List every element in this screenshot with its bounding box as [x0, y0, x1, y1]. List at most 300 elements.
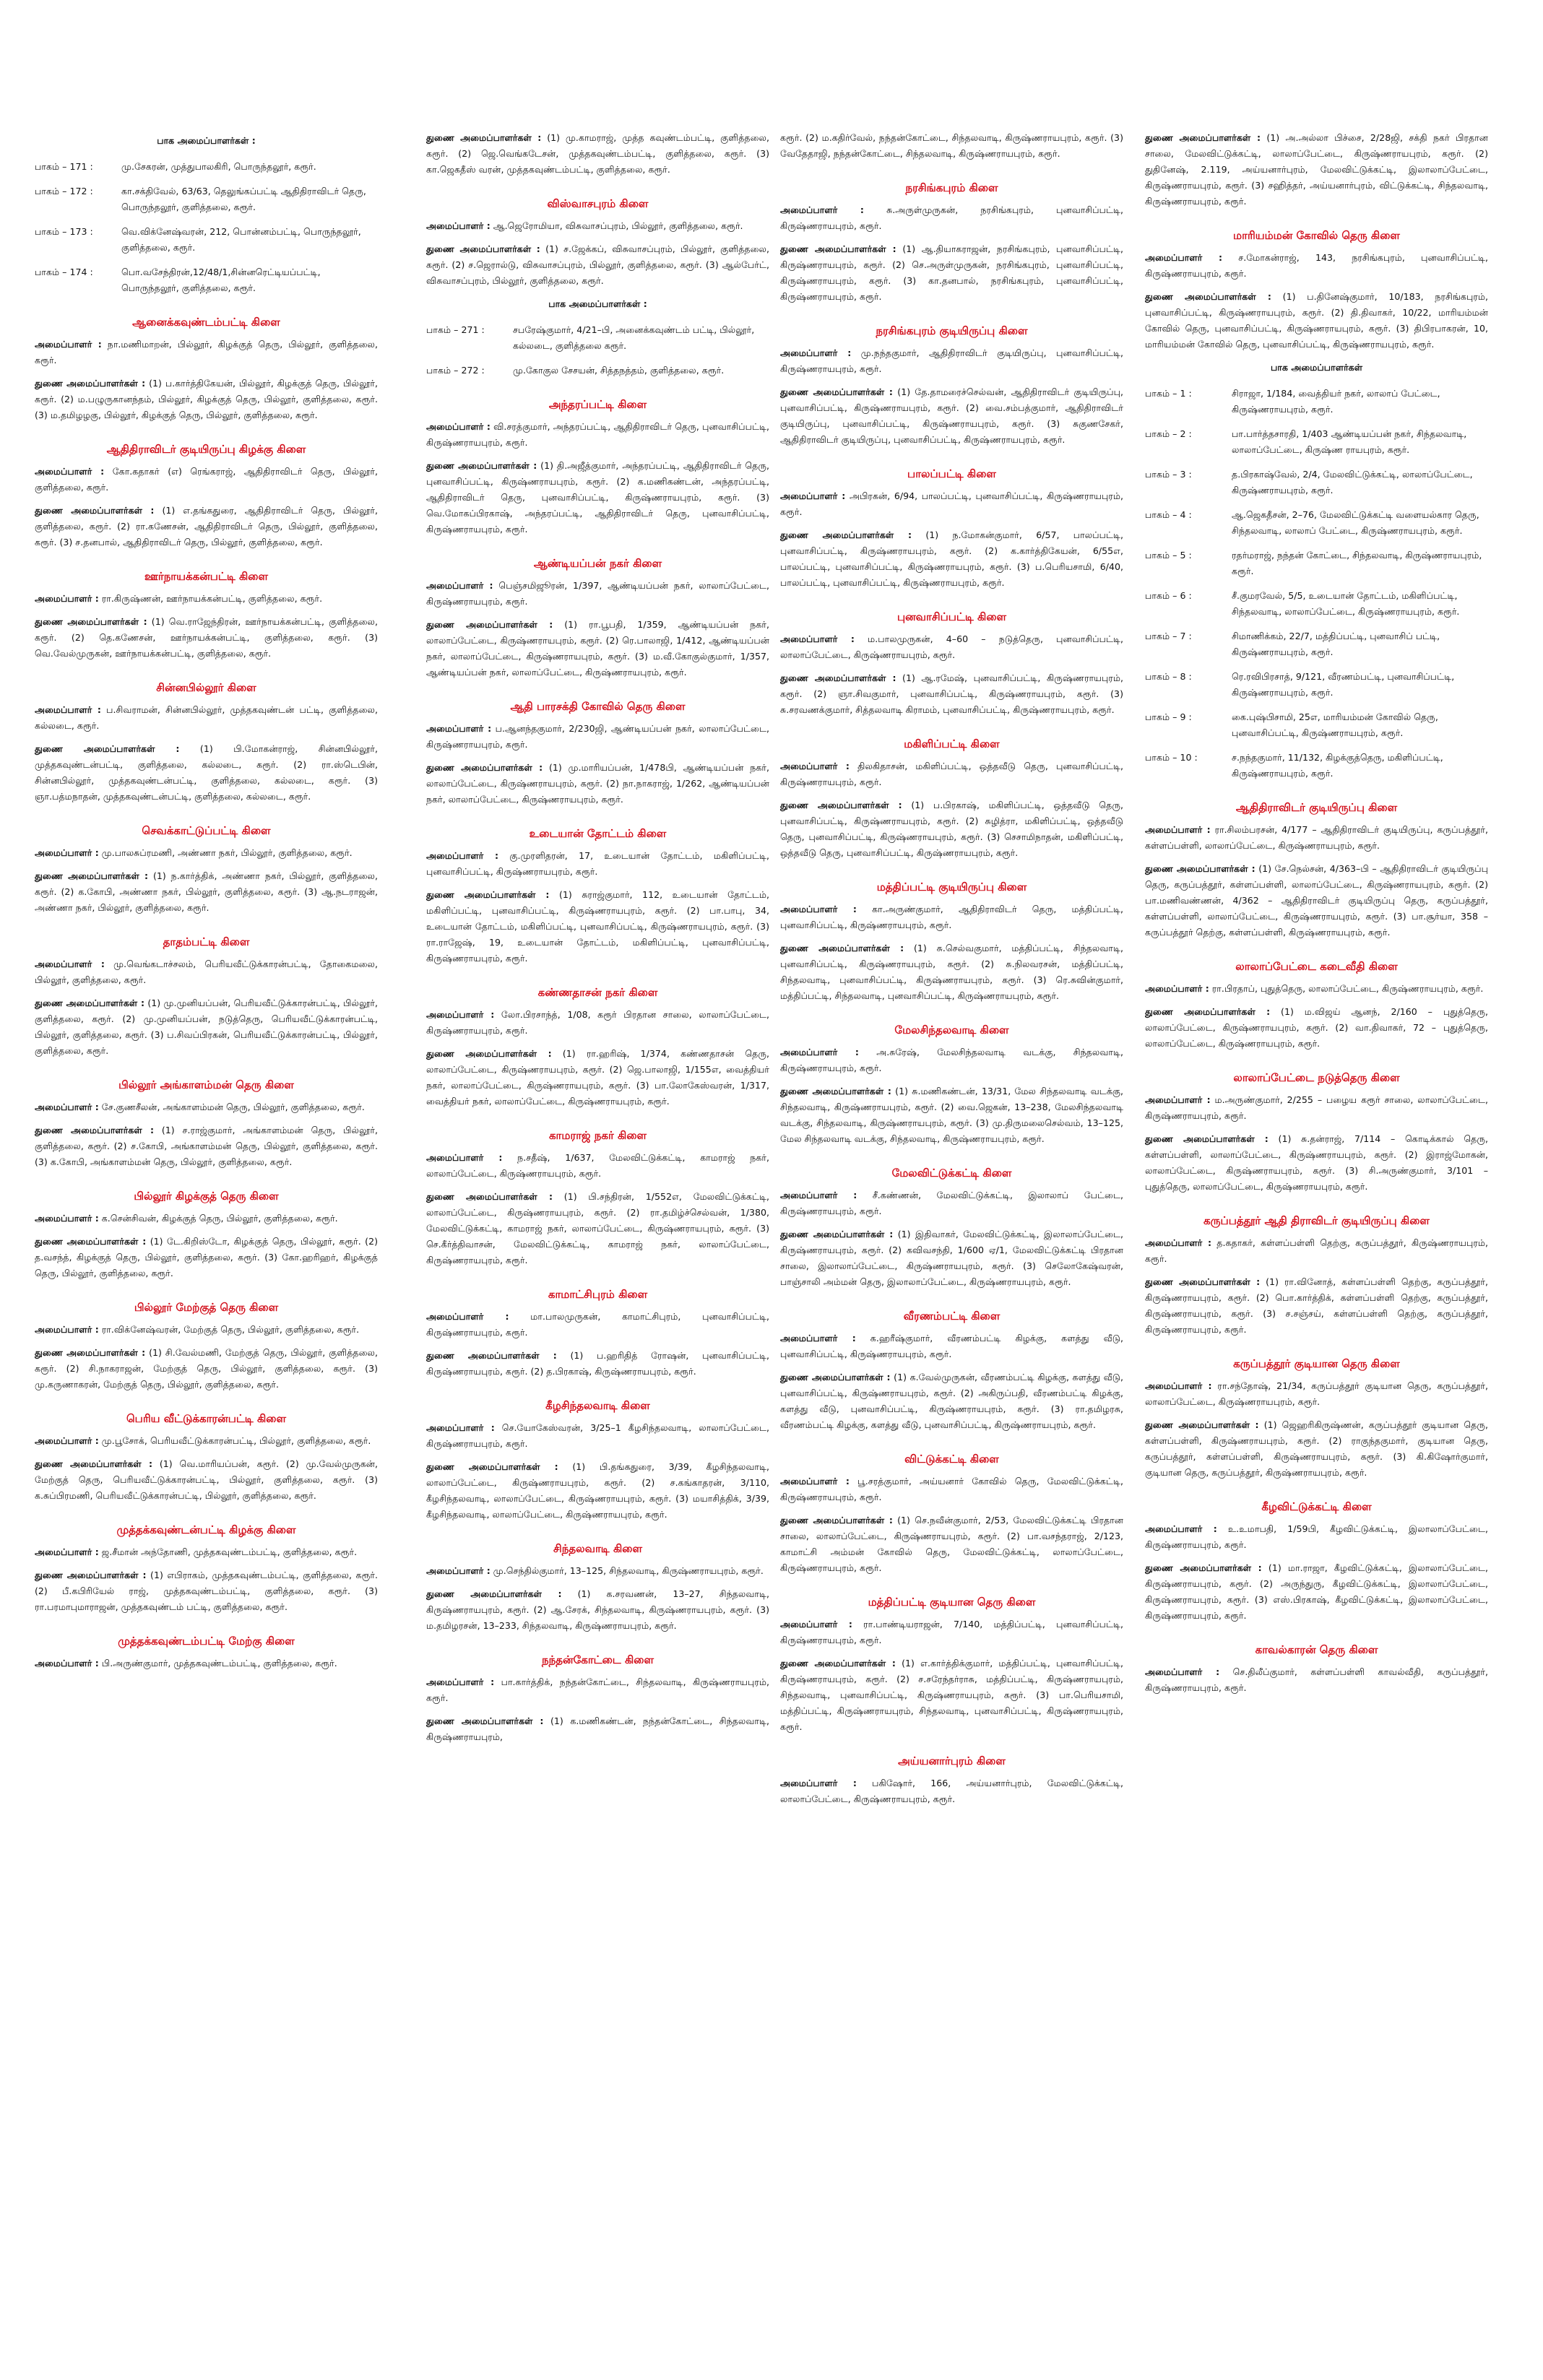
continued-entry [1145, 130, 1488, 209]
branch-heading: ஊர்நாயக்கன்பட்டி கிளை [144, 570, 269, 583]
organizer-text: ரா.விக்னேஷ்வரன், மேற்குத் தெரு, பில்லூர், குளித்தலை, கரூர். [101, 1324, 360, 1335]
organizer-label: அமைப்பாளர் : [35, 1546, 99, 1557]
deputy-organizers [35, 1345, 378, 1393]
organizer-label: அமைப்பாளர் : [426, 723, 492, 734]
organizer-text: கோ.கதாகர் (எ) ரெங்கராஜ், ஆதிதிராவிடர் தெரு, பில்லூர், குளித்தலை, கரூர். [35, 466, 378, 493]
organizer [35, 1656, 378, 1671]
organizer-text: அ.சுரேஷ், மேலசிந்தலவாடி வடக்கு, சிந்தலவாடி, கிருஷ்ணராயபுரம், கரூர். [780, 1047, 1123, 1073]
deputy-organizers [426, 887, 769, 966]
organizer-text: ப.சிவராமன், சின்னபில்லூர், முத்தகவுண்டன் பட்டி, குளித்தலை, கல்லடை, கரூர். [35, 704, 378, 731]
booth-organizer: சிராஜா, 1/184, வைத்தியர் நகர், லாலாப் பேட்டை, கிருஷ்ணராயபுரம், கரூர். [1232, 388, 1440, 415]
organizer-label: அமைப்பாளர் : [780, 347, 852, 358]
deputy-organizers [1145, 1560, 1488, 1624]
organizer-label: அமைப்பாளர் : [780, 904, 857, 914]
organizer [426, 1563, 769, 1579]
deputy-organizers [780, 527, 1123, 591]
organizer-label: அமைப்பாளர் : [426, 220, 490, 231]
organizer-label: அமைப்பாளர் : [426, 1676, 495, 1687]
organizer [780, 1044, 1123, 1076]
deputy-organizers [426, 1189, 769, 1268]
deputy-organizers-text: (1) தி.அஜீத்குமார், அந்தரப்பட்டி, ஆதிதிராவிடர் தெரு, புனவாசிப்பட்டி, கிருஷ்ணராயபுரம், கரூர். (2) க.மணிகண்டன், அந்தரப்பட்டி, ஆதிதிராவிடர் தெரு, புனவாசிப்பட்டி, கிருஷ்ணராயபுரம், கரூர். (3) வெ.மோகப்பிரகாஷ், அந்தரப்பட்டி, ஆதிதிராவிடர் தெரு, புனவாசிப்பட்டி, கிருஷ்ணராயபுரம், கரூர். [426, 460, 769, 535]
organizer [35, 1433, 378, 1449]
branch-heading: முத்தக்கவுண்டன்பட்டி கிழக்கு கிளை [116, 1523, 296, 1536]
deputy-organizers-text: (1) பி.மோகன்ராஜ், சின்னபில்லூர், முத்தகவுண்டன்பட்டி, குளித்தலை, கல்லடை, கரூர். (2) ரா.ஸ்டெபின், சின்னபில்லூர், முத்தகவுண்டன்பட்டி, குளித்தலை, கல்லடை, கரூர். (3) ஞா.பத்மநாதன், முத்தகவுண்டன்பட்டி, குளித்தலை, கல்லடை, கரூர். [35, 743, 378, 802]
deputy-organizers-text: (1) ரா.ஹரிஷ், 1/374, கண்ணதாசன் தெரு, லாலாப்பேட்டை, கிருஷ்ணராயபுரம், கரூர். (2) ஜெ.பாலாஜி, 1/155எ, வைத்தியர் நகர், லாலாப்பேட்டை, கிருஷ்ணராயபுரம், கரூர். (3) பா.லோகேஸ்வரன், 1/317, வைத்தியர் நகர், லாலாப்பேட்டை, கிருஷ்ணராயபுரம், கரூர். [426, 1048, 769, 1107]
continued-entry [780, 130, 1123, 162]
deputy-organizers [426, 617, 769, 680]
booth-organizer: சபரேஷ்குமார், 4/21–பி, அனைக்கவுண்டம் பட்டி, பில்லூர், கல்லடை, குளித்தலை கரூர். [513, 324, 755, 351]
branch-heading: லாலாப்பேட்டை நடுத்தெரு கிளை [1233, 1071, 1400, 1084]
organizer [1145, 822, 1488, 854]
deputy-organizers-text: (1) பி.தங்கதுரை, 3/39, கீழசிந்தலவாடி, லாலாப்பேட்டை, கிருஷ்ணராயபுரம், கரூர். (2) ச.கங்காதரன், 3/110, கீழசிந்தலவாடி, லாலாப்பேட்டை, கிருஷ்ணராயபுரம், கரூர். (3) மயாசித்திக், 3/39, கீழசிந்தலவாடி, லாலாப்பேட்டை, கிருஷ்ணராயபுரம், கரூர். [426, 1461, 769, 1520]
booth-row [1145, 709, 1488, 741]
deputy-organizers [1145, 289, 1488, 352]
deputy-organizers-label: துணை அமைப்பாளர்கள் : [1145, 291, 1271, 302]
organizer-text: ஆ.ஜெரோமியா, விசுவாசப்புரம், பில்லூர், குளித்தலை, கரூர். [493, 220, 743, 231]
booth-organizers-heading: பாக அமைப்பாளர்கள் : [548, 298, 647, 309]
deputy-organizers-label: துணை அமைப்பாளர்கள் : [426, 460, 537, 471]
booth-number: பாகம் – 173 : [35, 226, 93, 237]
organizer [780, 1775, 1123, 1807]
branch-heading: லாலாப்பேட்டை கடைவீதி கிளை [1235, 960, 1398, 973]
organizer-text: ந.சதீஷ், 1/637, மேலவிட்டுக்கட்டி, காமராஜ் நகர், லாலாப்பேட்டை, கிருஷ்ணராயபுரம், கரூர். [426, 1152, 769, 1179]
booth-number: பாகம் – 272 : [426, 365, 485, 376]
organizer-label: அமைப்பாளர் : [426, 1422, 495, 1433]
organizer [780, 345, 1123, 377]
branch-heading: பில்லூர் அங்காளம்மன் தெரு கிளை [118, 1078, 294, 1091]
organizer-label: அமைப்பாளர் : [426, 1565, 490, 1576]
branch-heading: அந்தரப்பட்டி கிளை [548, 398, 647, 411]
booth-row [35, 159, 378, 175]
organizer [426, 419, 769, 451]
deputy-organizers [35, 1122, 378, 1170]
deputy-organizers-label: துணை அமைப்பாளர்கள் : [35, 743, 180, 754]
deputy-organizers-label: துணை அமைப்பாளர்கள் : [35, 505, 155, 516]
organizer-label: அமைப்பாளர் : [35, 847, 99, 858]
deputy-organizers-label: துணை அமைப்பாளர்கள் : [426, 889, 550, 900]
organizer-label: அமைப்பாளர் : [1145, 824, 1211, 835]
booth-row [1145, 588, 1488, 620]
deputy-organizers [1145, 1274, 1488, 1338]
organizer-label: அமைப்பாளர் : [780, 490, 846, 501]
deputy-organizers-text: (1) ந.மோகன்குமார், 6/57, பாலப்பட்டி, புனவாசிப்பட்டி, கிருஷ்ணராயபுரம், கரூர். (2) க.கார்த்திகேயன், 6/55எ, பாலப்பட்டி, புனவாசிப்பட்டி, கிருஷ்ணராயபுரம், கரூர். (3) ப.பெரியசாமி, 6/40, பாலப்பட்டி, புனவாசிப்பட்டி, கிருஷ்ணராயபுரம், கரூர். [780, 529, 1123, 588]
organizer-text: நா.மணிமாறன், பில்லூர், கிழக்குத் தெரு, பில்லூர், குளித்தலை, கரூர். [35, 339, 378, 365]
branch-heading: ஆதிதிராவிடர் குடியிருப்பு கிளை [1235, 801, 1398, 814]
organizer-label: அமைப்பாளர் : [780, 1190, 857, 1200]
deputy-organizers-label: துணை அமைப்பாளர்கள் : [35, 1570, 147, 1580]
deputy-organizers-label: துணை அமைப்பாளர்கள் : [780, 529, 912, 540]
organizer [1145, 1378, 1488, 1410]
organizer-text: ச.மோகன்ராஜ், 143, நரசிங்கபுரம், புனவாசிப்பட்டி, கிருஷ்ணராயபுரம், கரூர். [1145, 252, 1488, 279]
organizer-label: அமைப்பாளர் : [1145, 1237, 1211, 1248]
deputy-organizers [780, 1656, 1123, 1735]
branch-heading: வீரணம்பட்டி கிளை [903, 1310, 1000, 1323]
deputy-organizers [35, 868, 378, 916]
deputy-organizers [780, 797, 1123, 861]
deputy-organizers-label: துணை அமைப்பாளர்கள் : [780, 1229, 894, 1239]
organizer [780, 488, 1123, 520]
organizer [35, 956, 378, 988]
branch-heading: சின்னபில்லூர் கிளை [156, 681, 256, 694]
deputy-organizers-text: (1) மா.ராஜா, கீழவிட்டுக்கட்டி, இலாலாப்பேட்டை, கிருஷ்ணராயபுரம், கரூர். (2) அருந்துரு, கீழவிட்டுக்கட்டி, இலாலாப்பேட்டை, கிருஷ்ணராயபுரம், கரூர். (3) எஸ்.பிரகாஷ், கீழவிட்டுக்கட்டி, இலாலாப்பேட்டை, கிருஷ்ணராயபுரம், கரூர். [1145, 1562, 1488, 1621]
branch-heading: முத்தக்கவுண்டம்பட்டி மேற்கு கிளை [118, 1635, 295, 1648]
deputy-organizers [35, 1567, 378, 1615]
organizer-text: செ.திலீப்குமார், கள்ளப்பள்ளி காவல்வீதி, கருப்பத்தூர், கிருஷ்ணராயபுரம், கரூர். [1145, 1666, 1488, 1693]
organizer-text: சு.அருள்முருகன், நரசிங்கபுரம், புனவாசிப்பட்டி, கிருஷ்ணராயபுரம், கரூர். [780, 204, 1123, 231]
organizer-text: பி.அருண்குமார், முத்தகவுண்டம்பட்டி, குளித்தலை, கரூர். [101, 1658, 337, 1669]
organizer-label: அமைப்பாளர் : [35, 704, 101, 715]
deputy-organizers-label: துணை அமைப்பாளர்கள் : [35, 1236, 147, 1247]
deputy-organizers [1145, 1004, 1488, 1052]
deputy-organizers-text: (1) சு.தன்ராஜ், 7/114 – கொடிக்கால் தெரு, கள்ளப்பள்ளி, லாலாப்பேட்டை, கிருஷ்ணராயபுரம், கரூர். (2) இராஜ்மோகன், லாலாப்பேட்டை, கிருஷ்ணராயபுரம், கரூர். (3) சி.அருண்குமார், 3/101 – புதுத்தெரு, லாலாப்பேட்டை, கிருஷ்ணராயபுரம், கரூர். [1145, 1133, 1488, 1192]
deputy-organizers [1145, 1131, 1488, 1195]
branch-heading: பில்லூர் கிழக்குத் தெரு கிளை [134, 1190, 279, 1203]
organizer-label: அமைப்பாளர் : [780, 1778, 857, 1788]
organizer-text: மு.பூசோக், பெரியவீட்டுக்காரன்பட்டி, பில்லூர், குளித்தலை, கரூர். [101, 1435, 371, 1446]
organizer-text: ம.பாலமுருகன், 4–60 – நடுத்தெரு, புனவாசிப்பட்டி, லாலாப்பேட்டை, கிருஷ்ணராயபுரம், கரூர். [780, 633, 1123, 660]
deputy-organizers [426, 1046, 769, 1109]
branch-heading: கீழவிட்டுக்கட்டி கிளை [1261, 1500, 1372, 1513]
organizer-label: அமைப்பாளர் : [35, 1658, 99, 1669]
deputy-organizers-text: (1) டே.கிறிஸ்டோ, கிழக்குத் தெரு, பில்லூர், கரூர். (2) த.வசந்த், கிழக்குத் தெரு, பில்லூர், குளித்தலை, கரூர். (3) கோ.ஹரிஹர், கிழக்குத் தெரு, பில்லூர், குளித்தலை, கரூர். [35, 1236, 378, 1278]
organizer-text: ப.ஆனந்தகுமார், 2/230ஜி, ஆண்டியப்பன் நகர், லாலாப்பேட்டை, கிருஷ்ணராயபுரம், கரூர். [426, 723, 769, 750]
organizer-label: அமைப்பாளர் : [426, 850, 499, 861]
deputy-organizers-label: துணை அமைப்பாளர்கள் : [35, 1347, 146, 1358]
deputy-organizers [35, 1456, 378, 1504]
booth-number: பாகம் – 171 : [35, 161, 93, 172]
organizer-text: உ.உமாபதி, 1/59பி, கீழவிட்டுக்கட்டி, இலாலாப்பேட்டை, கிருஷ்ணராயபுரம், கரூர். [1145, 1523, 1488, 1550]
organizer-label: அமைப்பாளர் : [1145, 1380, 1212, 1391]
deputy-organizers [426, 1586, 769, 1634]
deputy-organizers-label: துணை அமைப்பாளர்கள் : [426, 619, 553, 630]
booth-organizer: த.பிரகாஷ்வேல், 2/4, மேலவிட்டுக்கட்டி, லாலாப்பேட்டை, கிருஷ்ணராயபுரம், கரூர். [1232, 469, 1473, 496]
continued-entry-label: துணை அமைப்பாளர்கள் : [1145, 132, 1261, 143]
organizer-label: அமைப்பாளர் : [35, 1435, 99, 1446]
booth-number: பாகம் – 10 : [1145, 752, 1198, 763]
continued-entry-label: துணை அமைப்பாளர்கள் : [426, 132, 542, 143]
organizer-text: திலகிதாசன், மகிளிப்பட்டி, ஒத்தவீடு தெரு, புனவாசிப்பட்டி, கிருஷ்ணராயபுரம், கரூர். [780, 761, 1123, 787]
deputy-organizers-label: துணை அமைப்பாளர்கள் : [780, 386, 893, 397]
deputy-organizers-text: (1) இதிவாகர், மேலவிட்டுக்கட்டி, இலாலாப்பேட்டை, கிருஷ்ணராயபுரம், கரூர். (2) கவிவசந்தி, 1/600 ஏ/1, மேலவிட்டுக்கட்டி பிரதான சாலை, இலாலாப்பேட்டை, கிருஷ்ணராயபுரம், கரூர். (3) செலோகேஷ்வரன், பாஞ்சாலி அம்மன் தெரு, இலாலாப்பேட்டை, கிருஷ்ணராயபுரம், கரூர். [780, 1229, 1123, 1287]
deputy-organizers [780, 384, 1123, 448]
organizer [426, 848, 769, 880]
organizer-label: அமைப்பாளர் : [426, 1152, 503, 1163]
organizer-label: அமைப்பாளர் : [426, 580, 493, 591]
branch-heading: கருப்பத்தூர் ஆதி திராவிடர் குடியிருப்பு கிளை [1203, 1214, 1430, 1227]
booth-organizer: வெ.விக்னேஷ்வரன், 212, பொன்னம்பட்டி, பொருந்தலூர், குளித்தலை, கரூர். [121, 226, 361, 253]
organizer-text: கு.முரளிதரன், 17, உடையான் தோட்டம், மகிளிப்பட்டி, புனவாசிப்பட்டி, கிருஷ்ணராயபுரம், கரூர். [426, 850, 769, 877]
deputy-organizers-label: துணை அமைப்பாளர்கள் : [1145, 1276, 1261, 1287]
organizer [426, 1007, 769, 1039]
branch-heading: நரசிங்கபுரம் குடியிருப்பு கிளை [876, 324, 1028, 337]
deputy-organizers [35, 376, 378, 423]
deputy-organizers [35, 614, 378, 662]
branch-heading: காமாட்சிபுரம் கிளை [548, 1288, 648, 1301]
organizer-label: அமைப்பாளர் : [35, 1324, 99, 1335]
deputy-organizers [426, 1348, 769, 1380]
continued-entry-text: (1) மு.காமராஜ், முத்த கவுண்டம்பட்டி, குளித்தலை, கரூர். (2) ஜெ.வெங்கடேசன், முத்தகவுண்டம்பட்டி, குளித்தலை, கரூர். (3) கா.ஜெகதீஸ் வரன், முத்தகவுண்டம்பட்டி, குளித்தலை, கரூர். [426, 132, 769, 175]
organizer-text: ரா.பாண்டியராஜன், 7/140, மத்திப்பட்டி, புனவாசிப்பட்டி, கிருஷ்ணராயபுரம், கரூர். [780, 1619, 1123, 1645]
booth-organizer: ரெ.ரவிபிரசாத், 9/121, வீரணம்பட்டி, புனவாசிப்பட்டி, கிருஷ்ணராயபுரம், கரூர். [1232, 671, 1455, 698]
organizer-text: பூ.சரத்குமார், அய்யனார் கோவில் தெரு, மேலவிட்டுக்கட்டி, கிருஷ்ணராயபுரம், கரூர். [780, 1476, 1123, 1502]
organizer-label: அமைப்பாளர் : [35, 1102, 99, 1112]
booth-number: பாகம் – 6 : [1145, 590, 1192, 601]
branch-heading: உடையான் தோட்டம் கிளை [529, 827, 667, 840]
organizer-text: ரா.பிரதாப், புதுத்தெரு, லாலாப்பேட்டை, கிருஷ்ணராயபுரம், கரூர். [1211, 983, 1484, 994]
booth-number: பாகம் – 4 : [1145, 509, 1192, 520]
booth-organizer: ரதர்மராஜ், நந்தன் கோட்டை, சிந்தலவாடி, கிருஷ்ணராயபுரம், கரூர். [1232, 550, 1482, 576]
booth-number: பாகம் – 1 : [1145, 388, 1192, 399]
organizer-text: மு.செந்தில்குமார், 13–125, சிந்தலவாடி, கிருஷ்ணராயபுரம், கரூர். [493, 1565, 764, 1576]
branch-heading: காவல்காரன் தெரு கிளை [1255, 1643, 1378, 1656]
deputy-organizers [780, 1369, 1123, 1433]
continued-entry [426, 130, 769, 178]
branch-heading: பில்லூர் மேற்குத் தெரு கிளை [134, 1301, 279, 1314]
organizer-label: அமைப்பாளர் : [35, 593, 99, 604]
booth-organizer: கா.சக்திவேல், 63/63, தெலுங்கப்பட்டி ஆதிதிராவிடர் தெரு, பொருந்தலூர், குளித்தலை, கரூர். [121, 186, 366, 212]
organizer-text: ம.அருண்குமார், 2/255 – பழைய கரூர் சாலை, லாலாப்பேட்டை, கிருஷ்ணராயபுரம், கரூர். [1145, 1094, 1488, 1121]
deputy-organizers-text: (1) க.வேல்முருகன், வீரணம்பட்டி கிழக்கு, களத்து வீடு, புனவாசிப்பட்டி, கிருஷ்ணராயபுரம், கரூர். (2) அகிருப்பதி, வீரணம்பட்டி கிழக்கு, களத்து வீடு, புனவாசிப்பட்டி, கிருஷ்ணராயபுரம், கரூர். (3) ரா.தமிழரசு, வீரணம்பட்டி கிழக்கு, களத்து வீடு, புனவாசிப்பட்டி, கிருஷ்ணராயபுரம், கரூர். [780, 1372, 1123, 1430]
deputy-organizers-text: (1) ஆ.தியாகராஜன், நரசிங்கபுரம், புனவாசிப்பட்டி, கிருஷ்ணராயபுரம், கரூர். (2) செ.அருள்முருகன், நரசிங்கபுரம், புனவாசிப்பட்டி, கிருஷ்ணராயபுரம், கரூர். (3) கா.தனபால், நரசிங்கபுரம், புனவாசிப்பட்டி, கிருஷ்ணராயபுரம், கரூர். [780, 243, 1123, 302]
deputy-organizers [780, 1226, 1123, 1290]
deputy-organizers-label: துணை அமைப்பாளர்கள் : [780, 243, 896, 254]
organizer-text: பா.கார்த்திக், நந்தன்கோட்டை, சிந்தலவாடி, கிருஷ்ணராயபுரம், கரூர். [426, 1676, 769, 1703]
booth-row [1145, 467, 1488, 498]
deputy-organizers-text: (1) எ.கார்த்திக்குமார், மத்திப்பட்டி, புனவாசிப்பட்டி, கிருஷ்ணராயபுரம், கரூர். (2) ச.சரேந்தர்ராசு, மத்திப்பட்டி, கிருஷ்ணராயபுரம், சிந்தலவாடி, புனவாசிப்பட்டி, கிருஷ்ணராயபுரம், கரூர். (3) பா.பெரியசாமி, மத்திப்பட்டி, கிருஷ்ணராயபுரம், சிந்தலவாடி, புனவாசிப்பட்டி, கிருஷ்ணராயபுரம், கரூர். [780, 1658, 1123, 1732]
continued-entry-text: கரூர். (2) ம.கதிர்வேல், நந்தன்கோட்டை, சிந்தலவாடி, கிருஷ்ணராயபுரம், கரூர். (3) வேதேதாஜி, நந்தன்கோட்டை, சிந்தலவாடி, கிருஷ்ணராயபுரம், கரூர். [780, 132, 1123, 159]
organizer-label: அமைப்பாளர் : [426, 421, 490, 432]
organizer-label: அமைப்பாளர் : [780, 1333, 856, 1343]
booth-organizer: சிமாணிக்கம், 22/7, மத்திப்பட்டி, புனவாசிப் பட்டி, கிருஷ்ணராயபுரம், கரூர். [1232, 631, 1440, 657]
column-4 [1145, 130, 1488, 2355]
deputy-organizers-label: துணை அமைப்பாளர்கள் : [1145, 1133, 1268, 1144]
deputy-organizers [426, 241, 769, 289]
deputy-organizers-label: துணை அமைப்பாளர்கள் : [780, 1372, 891, 1382]
organizer [35, 591, 378, 607]
deputy-organizers-text: (1) வெ.மாரியப்பன், கரூர். (2) மு.வேல்முருகன், மேற்குத் தெரு, பெரியவீட்டுக்காரன்பட்டி, பில்லூர், குளித்தலை, கரூர். (3) க.சுப்பிரமணி, பெரியவீட்டுக்காரன்பட்டி, பில்லூர், குளித்தலை, கரூர். [35, 1458, 378, 1501]
deputy-organizers-text: (1) தே.தாமரைச்செல்வன், ஆதிதிராவிடர் குடியிருப்பு, புனவாசிப்பட்டி, கிருஷ்ணராயபுரம், கரூர். (2) வை.சம்பத்குமார், ஆதிதிராவிடர் குடியிருப்பு, புனவாசிப்பட்டி, கிருஷ்ணராயபுரம், கரூர். (3) சுகுணசேகர், ஆதிதிராவிடர் குடியிருப்பு, புனவாசிப்பட்டி, கிருஷ்ணராயபுரம், கரூர். [780, 386, 1123, 445]
booth-number: பாகம் – 174 : [35, 267, 93, 277]
deputy-organizers-label: துணை அமைப்பாளர்கள் : [426, 243, 540, 254]
branch-heading: மகிளிப்பட்டி கிளை [904, 737, 1000, 750]
organizer [426, 578, 769, 610]
organizer-text: சீ.கண்ணன், மேலவிட்டுக்கட்டி, இலாலாப் பேட்டை, கிருஷ்ணராயபுரம், கரூர். [780, 1190, 1123, 1216]
organizer-text: ரா.சிலம்பரசன், 4/177 – ஆதிதிராவிடர் குடியிருப்பு, கருப்பத்தூர், கள்ளப்பள்ளி, லாலாப்பேட்டை, கிருஷ்ணராயபுரம், கரூர். [1145, 824, 1488, 851]
deputy-organizers-label: துணை அமைப்பாளர்கள் : [780, 1086, 891, 1096]
deputy-organizers-label: துணை அமைப்பாளர்கள் : [35, 870, 149, 881]
branch-heading: காமராஜ் நகர் கிளை [548, 1129, 647, 1142]
branch-heading: ஆதிதிராவிடர் குடியிருப்பு கிழக்கு கிளை [106, 443, 306, 456]
branch-heading: கருப்பத்தூர் குடியான தெரு கிளை [1233, 1357, 1400, 1370]
organizer [780, 1187, 1123, 1219]
deputy-organizers-text: (1) பி.சந்திரன், 1/552எ, மேலவிட்டுக்கட்டி, லாலாப்பேட்டை, கிருஷ்ணராயபுரம், கரூர். (2) ரா.தமிழ்ச்செல்வன், 1/380, மேலவிட்டுக்கட்டி, காமராஜ் நகர், லாலாப்பேட்டை, கிருஷ்ணராயபுரம், கரூர். (3) செ.கீர்த்திவாசன், மேலவிட்டுக்கட்டி, காமராஜ் நகர், லாலாப்பேட்டை, கிருஷ்ணராயபுரம், கரூர். [426, 1191, 769, 1265]
organizer [426, 218, 769, 234]
organizer-label: அமைப்பாளர் : [35, 1213, 99, 1224]
organizer-text: க.ஹரீஷ்குமார், வீரணம்பட்டி கிழக்கு, களத்து வீடு, புனவாசிப்பட்டி, கிருஷ்ணராயபுரம், கரூர். [780, 1333, 1123, 1359]
branch-heading: கீழசிந்தலவாடி கிளை [545, 1399, 650, 1412]
branch-heading: ஆதி பாரசக்தி கோவில் தெரு கிளை [510, 700, 686, 713]
deputy-organizers [426, 458, 769, 537]
deputy-organizers-label: துணை அமைப்பாளர்கள் : [35, 378, 146, 389]
deputy-organizers [780, 940, 1123, 1004]
booth-number: பாகம் – 3 : [1145, 469, 1192, 480]
organizer-label: அமைப்பாளர் : [426, 1009, 495, 1020]
branch-heading: புனவாசிப்பட்டி கிளை [896, 610, 1007, 623]
booth-row [1145, 386, 1488, 417]
branch-heading: பெரிய வீட்டுக்காரன்பட்டி கிளை [126, 1412, 286, 1425]
organizer [35, 1211, 378, 1226]
organizer [780, 202, 1123, 234]
deputy-organizers-text: (1) ப.கார்த்திகேயன், பில்லூர், கிழக்குத் தெரு, பில்லூர், கரூர். (2) ம.பழுருகானந்தம், பில்லூர், கிழக்குத் தெரு, பில்லூர், குளித்தலை, கரூர். (3) ம.தமிழழகு, பில்லூர், கிழக்குத் தெரு, பில்லூர், குளித்தலை, கரூர். [35, 378, 378, 420]
organizer [426, 1309, 769, 1341]
deputy-organizers-label: துணை அமைப்பாளர்கள் : [426, 1191, 553, 1202]
organizer-text: வி.சரத்குமார், அந்தரப்பட்டி, ஆதிதிராவிடர் தெரு, புனவாசிப்பட்டி, கிருஷ்ணராயபுரம், கரூர். [426, 421, 769, 448]
deputy-organizers [35, 503, 378, 550]
deputy-organizers [35, 995, 378, 1059]
booth-row [1145, 750, 1488, 782]
organizer [1145, 1521, 1488, 1553]
branch-heading: பாலப்பட்டி கிளை [907, 467, 996, 480]
deputy-organizers-text: (1) ரா.வினோத், கள்ளப்பள்ளி தெற்கு, கருப்பத்தூர், கிருஷ்ணராயபுரம், கரூர். (2) பொ.கார்த்திக், கள்ளப்பள்ளி தெற்கு, கருப்பத்தூர், கிருஷ்ணராயபுரம், கரூர். (3) ச.சஞ்சய், கள்ளப்பள்ளி தெற்கு, கருப்பத்தூர், கிருஷ்ணராயபுரம், கரூர். [1145, 1276, 1488, 1335]
organizer-label: அமைப்பாளர் : [780, 633, 855, 644]
branch-heading: நரசிங்கபுரம் கிளை [905, 181, 998, 194]
organizer-text: லோ.பிரசாந்த், 1/08, கரூர் பிரதான சாலை, லாலாப்பேட்டை, கிருஷ்ணராயபுரம், கரூர். [426, 1009, 769, 1036]
deputy-organizers-text: (1) ம.விஜய் ஆனந், 2/160 – புதுத்தெரு, லாலாப்பேட்டை, கிருஷ்ணராயபுரம், கரூர். (2) வா.திவாகர், 72 – புதுத்தெரு, லாலாப்பேட்டை, கிருஷ்ணராயபுரம், கரூர். [1145, 1006, 1488, 1049]
booth-organizer: மு.கோகுல சேசயன், சித்தநத்தம், குளித்தலை, கரூர். [513, 365, 725, 376]
booth-number: பாகம் – 172 : [35, 186, 93, 196]
deputy-organizers-text: (1) க.மணிகண்டன், நந்தன்கோட்டை, சிந்தலவாடி, கிருஷ்ணராயபுரம், [426, 1715, 769, 1742]
booth-number: பாகம் – 7 : [1145, 631, 1192, 641]
column-2 [426, 130, 769, 2355]
deputy-organizers-label: துணை அமைப்பாளர்கள் : [780, 672, 896, 683]
booth-organizer: மு.சேகரன், முத்துபாலகிரி, பொருந்தலூர், கரூர். [121, 161, 316, 172]
organizer-text: மு.வெங்கடாச்சலம், பெரியவீட்டுக்காரன்பட்டி, தோகைமலை, பில்லூர், குளித்தலை, கரூர். [35, 959, 378, 985]
organizer [426, 721, 769, 753]
organizer-label: அமைப்பாளர் : [780, 1476, 850, 1487]
organizer [35, 464, 378, 496]
deputy-organizers-text: (1) ப.ஹரிதித் ரோஷன், புனவாசிப்பட்டி, கிருஷ்ணராயபுரம், கரூர். (2) த.பிரகாஷ், கிருஷ்ணராயபுரம், கரூர். [426, 1350, 769, 1377]
organizer [35, 702, 378, 734]
organizer [35, 1322, 378, 1338]
organizer-label: அமைப்பாளர் : [426, 1311, 509, 1322]
continued-entry-text: (1) அ.அல்லா பிச்சை, 2/28ஜி, சக்தி நகர் பிரதான சாலை, மேலவிட்டுக்கட்டி, லாலாப்பேட்டை, கிருஷ்ணராயபுரம், கரூர். (2) துதினேஷ், 2.119, அய்யனார்புரம், மேலவிட்டுக்கட்டி, இலாலாப்பேட்டை, கிருஷ்ணராயபுரம், கரூர். (3) சஹித்தர், அய்யனார்புரம், விட்டுக்கட்டி, சிந்தலவாடி, கிருஷ்ணராயபுரம், கரூர். [1145, 132, 1488, 207]
column-3 [780, 130, 1123, 2355]
organizer-label: அமைப்பாளர் : [780, 1047, 859, 1057]
organizer-text: ரா.கிருஷ்ணன், ஊர்நாயக்கன்பட்டி, குளித்தலை, கரூர். [101, 593, 323, 604]
deputy-organizers-label: துணை அமைப்பாளர்கள் : [780, 1658, 896, 1669]
booth-organizer: பா.பார்த்தசாரதி, 1/403 ஆண்டியப்பன் நகர், சிந்தலவாடி, லாலாப்பேட்டை, கிருஷ்ண ராயபுரம், கரூர். [1232, 428, 1467, 455]
organizer [1145, 1092, 1488, 1124]
deputy-organizers-text: (1) செ.நவீன்குமார், 2/53, மேலவிட்டுக்கட்டி பிரதான சாலை, லாலாப்பேட்டை, கிருஷ்ணராயபுரம், கரூர். (2) பா.வசந்தராஜ், 2/123, காமாட்சி அம்மன் கோவில் தெரு, மேலவிட்டுக்கட்டி, லாலாப்பேட்டை, கிருஷ்ணராயபுரம், கரூர். [780, 1515, 1123, 1573]
organizer-text: த.கதாகர், கள்ளப்பள்ளி தெற்கு, கருப்பத்தூர், கிருஷ்ணராயபுரம், கரூர். [1145, 1237, 1488, 1264]
deputy-organizers-label: துணை அமைப்பாளர்கள் : [426, 1588, 562, 1599]
deputy-organizers-text: (1) ஜெஹரிகிருஷ்ணன், கருப்பத்தூர் குடியான தெரு, கள்ளப்பள்ளி, கிருஷ்ணராயபுரம், கரூர். (2) ராகுந்தகுமார், குடியான தெரு, கருப்பத்தூர், கள்ளப்பள்ளி, கிருஷ்ணராயபுரம், கரூர். (3) கி.கிஷோர்குமார், குடியான தெரு, கருப்பத்தூர், கிருஷ்ணராயபுரம், கரூர். [1145, 1419, 1488, 1478]
organizer-text: செ.யோகேஸ்வரன், 3/25–1 கீழசிந்தலவாடி, லாலாப்பேட்டை, கிருஷ்ணராயபுரம், கரூர். [426, 1422, 769, 1449]
deputy-organizers-label: துணை அமைப்பாளர்கள் : [35, 1458, 153, 1469]
booth-number: பாகம் – 271 : [426, 324, 485, 335]
deputy-organizers-text: (1) சுராஜ்குமார், 112, உடையான் தோட்டம், மகிளிப்பட்டி, புனவாசிப்பட்டி, கிருஷ்ணராயபுரம், கரூர். (2) பா.பாபு, 34, உடையான் தோட்டம், மகிளிப்பட்டி, புனவாசிப்பட்டி, கிருஷ்ணராயபுரம், கரூர். (3) ரா.ராஜேஷ், 19, உடையான் தோட்டம், மகிளிப்பட்டி, புனவாசிப்பட்டி, கிருஷ்ணராயபுரம், கரூர். [426, 889, 769, 964]
branch-heading: விட்டுக்கட்டி கிளை [904, 1453, 999, 1466]
organizer-text: க.சென்சிவன், கிழக்குத் தெரு, பில்லூர், குளித்தலை, கரூர். [101, 1213, 338, 1224]
booth-row [35, 224, 378, 256]
organizer [780, 631, 1123, 663]
booth-organizer: சீ.குமரவேல், 5/5, உடையான் தோட்டம், மகிளிப்பட்டி, சிந்தலவாடி, லாலாப்பேட்டை, கிருஷ்ணராயபுரம், கரூர். [1232, 590, 1460, 617]
deputy-organizers-label: துணை அமைப்பாளர்கள் : [1145, 1419, 1259, 1430]
organizer [1145, 1235, 1488, 1267]
booth-row [35, 264, 378, 296]
organizer-label: அமைப்பாளர் : [35, 466, 105, 477]
organizer [426, 1150, 769, 1182]
deputy-organizers-label: துணை அமைப்பாளர்கள் : [426, 1350, 557, 1361]
branch-heading: மேலவிட்டுக்கட்டி கிளை [891, 1167, 1012, 1180]
booth-number: பாகம் – 9 : [1145, 711, 1192, 722]
organizer [35, 1099, 378, 1115]
booth-row [1145, 426, 1488, 458]
booth-organizers-heading: பாக அமைப்பாளர்கள் : [157, 135, 256, 146]
booth-row [1145, 669, 1488, 701]
organizer [780, 1617, 1123, 1648]
deputy-organizers [780, 670, 1123, 718]
deputy-organizers-label: துணை அமைப்பாளர்கள் : [35, 1125, 155, 1135]
column-1 [35, 130, 378, 2355]
deputy-organizers-label: துணை அமைப்பாளர்கள் : [1145, 1006, 1271, 1017]
organizer [35, 845, 378, 861]
organizer-label: அமைப்பாளர் : [1145, 1094, 1211, 1105]
organizer-text: கா.அருண்குமார், ஆதிதிராவிடர் தெரு, மத்திப்பட்டி, புனவாசிப்பட்டி, கிருஷ்ணராயபுரம், கரூர். [780, 904, 1123, 930]
deputy-organizers-label: துணை அமைப்பாளர்கள் : [426, 1461, 558, 1472]
deputy-organizers-text: (1) ப.தினேஷ்குமார், 10/183, நரசிங்கபுரம், புனவாசிப்பட்டி, கிருஷ்ணராயபுரம், கரூர். (2) தி.திவாகர், 10/22, மாரியம்மன் கோவில் தெரு, புனவாசிப்பட்டி, கிருஷ்ணராயபுரம், கரூர். (3) திபிரபாகரன், 10, மாரியம்மன் கோவில் தெரு, புனவாசிப்பட்டி, கிருஷ்ணராயபுரம், கரூர். [1145, 291, 1488, 350]
deputy-organizers [35, 1234, 378, 1281]
organizer-label: அமைப்பாளர் : [1145, 1523, 1217, 1534]
booth-number: பாகம் – 8 : [1145, 671, 1192, 682]
deputy-organizers-label: துணை அமைப்பாளர்கள் : [426, 1048, 552, 1059]
deputy-organizers [426, 1459, 769, 1523]
organizer [780, 1474, 1123, 1505]
booth-row [35, 183, 378, 215]
booth-organizer: கை.புஷ்பிசாமி, 25எ, மாரியம்மன் கோவில் தெரு, புனவாசிப்பட்டி, கிருஷ்ணராயபுரம், கரூர். [1232, 711, 1438, 738]
deputy-organizers-text: (1) ப.பிரகாஷ், மகிளிப்பட்டி, ஒத்தவீடு தெரு, புனவாசிப்பட்டி, கிருஷ்ணராயபுரம், கரூர். (2) சுழித்ரா, மகிளிப்பட்டி, ஒத்தவீடு தெரு, புனவாசிப்பட்டி, கிருஷ்ணராயபுரம், கரூர். (3) செசாமிநாதன், மகிளிப்பட்டி, ஒத்தவீடு தெரு, புனவாசிப்பட்டி, கிருஷ்ணராயபுரம், கரூர். [780, 800, 1123, 858]
organizer [35, 337, 378, 368]
organizer-label: அமைப்பாளர் : [1145, 1666, 1220, 1677]
deputy-organizers [35, 741, 378, 805]
organizer-label: அமைப்பாளர் : [780, 1619, 852, 1630]
organizer-label: அமைப்பாளர் : [780, 204, 864, 215]
deputy-organizers [780, 241, 1123, 305]
organizer [1145, 1664, 1488, 1696]
branch-heading: மத்திப்பட்டி குடியிருப்பு கிளை [876, 880, 1027, 893]
booth-organizer: ச.நந்தகுமார், 11/132, கிழக்குத்தெரு, மகிளிப்பட்டி, கிருஷ்ணராயபுரம், கரூர். [1232, 752, 1443, 779]
branch-heading: ஆண்டியப்பன் நகர் கிளை [533, 557, 662, 570]
booth-number: பாகம் – 5 : [1145, 550, 1192, 561]
deputy-organizers-text: (1) சு.செல்வகுமார், மத்திப்பட்டி, சிந்தலவாடி, புனவாசிப்பட்டி, கிருஷ்ணராயபுரம், கரூர். (2) சு.நிலவரசன், மத்திப்பட்டி, சிந்தலவாடி, புனவாசிப்பட்டி, கிருஷ்ணராயபுரம், கரூர். (3) ரெ.சுவின்குமார், மத்திப்பட்டி, சிந்தலவாடி, புனவாசிப்பட்டி, கிருஷ்ணராயபுரம், கரூர். [780, 943, 1123, 1001]
deputy-organizers-text: (1) சி.வேல்மணி, மேற்குத் தெரு, பில்லூர், குளித்தலை, கரூர். (2) சி.நாகராஜன், மேற்குத் தெரு, பில்லூர், குளித்தலை, கரூர். (3) மு.கருணாகரன், மேற்குத் தெரு, பில்லூர், குளித்தலை, கரூர். [35, 1347, 378, 1390]
deputy-organizers-text: (1) ச.ஜேக்கப், விசுவாசப்புரம், பில்லூர், குளித்தலை, கரூர். (2) ச.ஜெரால்டு, விசுவாசப்புரம், பில்லூர், குளித்தலை, கரூர். (3) ஆல்பேர்ட், விசுவாசப்புரம், பில்லூர், குளித்தலை, கரூர். [426, 243, 769, 286]
deputy-organizers-label: துணை அமைப்பாளர்கள் : [426, 762, 543, 773]
branch-heading: அய்யனார்புரம் கிளை [898, 1754, 1006, 1767]
deputy-organizers-label: துணை அமைப்பாளர்கள் : [35, 998, 145, 1008]
deputy-organizers-text: (1) எபிராகம், முத்தகவுண்டம்பட்டி, குளித்தலை, கரூர். (2) பீ.கபிரியேல் ராஜ், முத்தகவுண்டம்பட்டி, குளித்தலை, கரூர். (3) ரா.பரமாபுமாராஜன், முத்தகவுண்டம் பட்டி, குளித்தலை, கரூர். [35, 1570, 378, 1612]
branch-heading: தாதம்பட்டி கிளை [163, 935, 250, 948]
organizer [780, 758, 1123, 790]
branch-heading: ஆனைக்கவுண்டம்பட்டி கிளை [132, 316, 280, 329]
organizer-text: பெஞ்சமிஜூரன், 1/397, ஆண்டியப்பன் நகர், லாலாப்பேட்டை, கிருஷ்ணராயபுரம், கரூர். [426, 580, 769, 607]
booth-row [426, 322, 769, 354]
deputy-organizers-text: (1) மு.மாரியப்பன், 1/478பி, ஆண்டியப்பன் நகர், லாலாப்பேட்டை, கிருஷ்ணராயபுரம், கரூர். (2) நா.நாகராஜ், 1/262, ஆண்டியப்பன் நகர், லாலாப்பேட்டை, கிருஷ்ணராயபுரம், கரூர். [426, 762, 769, 805]
deputy-organizers-text: (1) சே.நெல்சன், 4/363–பி – ஆதிதிராவிடர் குடியிருப்பு தெரு, கருப்பத்தூர், கள்ளப்பள்ளி, லாலாப்பேட்டை, கிருஷ்ணராயபுரம், கரூர். (2) பா.மணிவண்ணன், 4/362 – ஆதிதிராவிடர் குடியிருப்பு தெரு, கருப்பத்தூர், கள்ளப்பள்ளி, லாலாப்பேட்டை, கிருஷ்ணராயபுரம், கரூர். (3) பா.சூர்யா, 358 – கருப்பத்தூர் தெற்கு, கள்ளப்பள்ளி, கிருஷ்ணராயபுரம், கரூர். [1145, 863, 1488, 938]
booth-row [426, 363, 769, 378]
booth-organizer: பொ.வசேந்திரன்,12/48/1,சின்னரெட்டியப்பட்டி, பொருந்தலூர், குளித்தலை, கரூர். [121, 267, 321, 293]
branch-heading: மாரியம்மன் கோவில் தெரு கிளை [1233, 229, 1400, 242]
